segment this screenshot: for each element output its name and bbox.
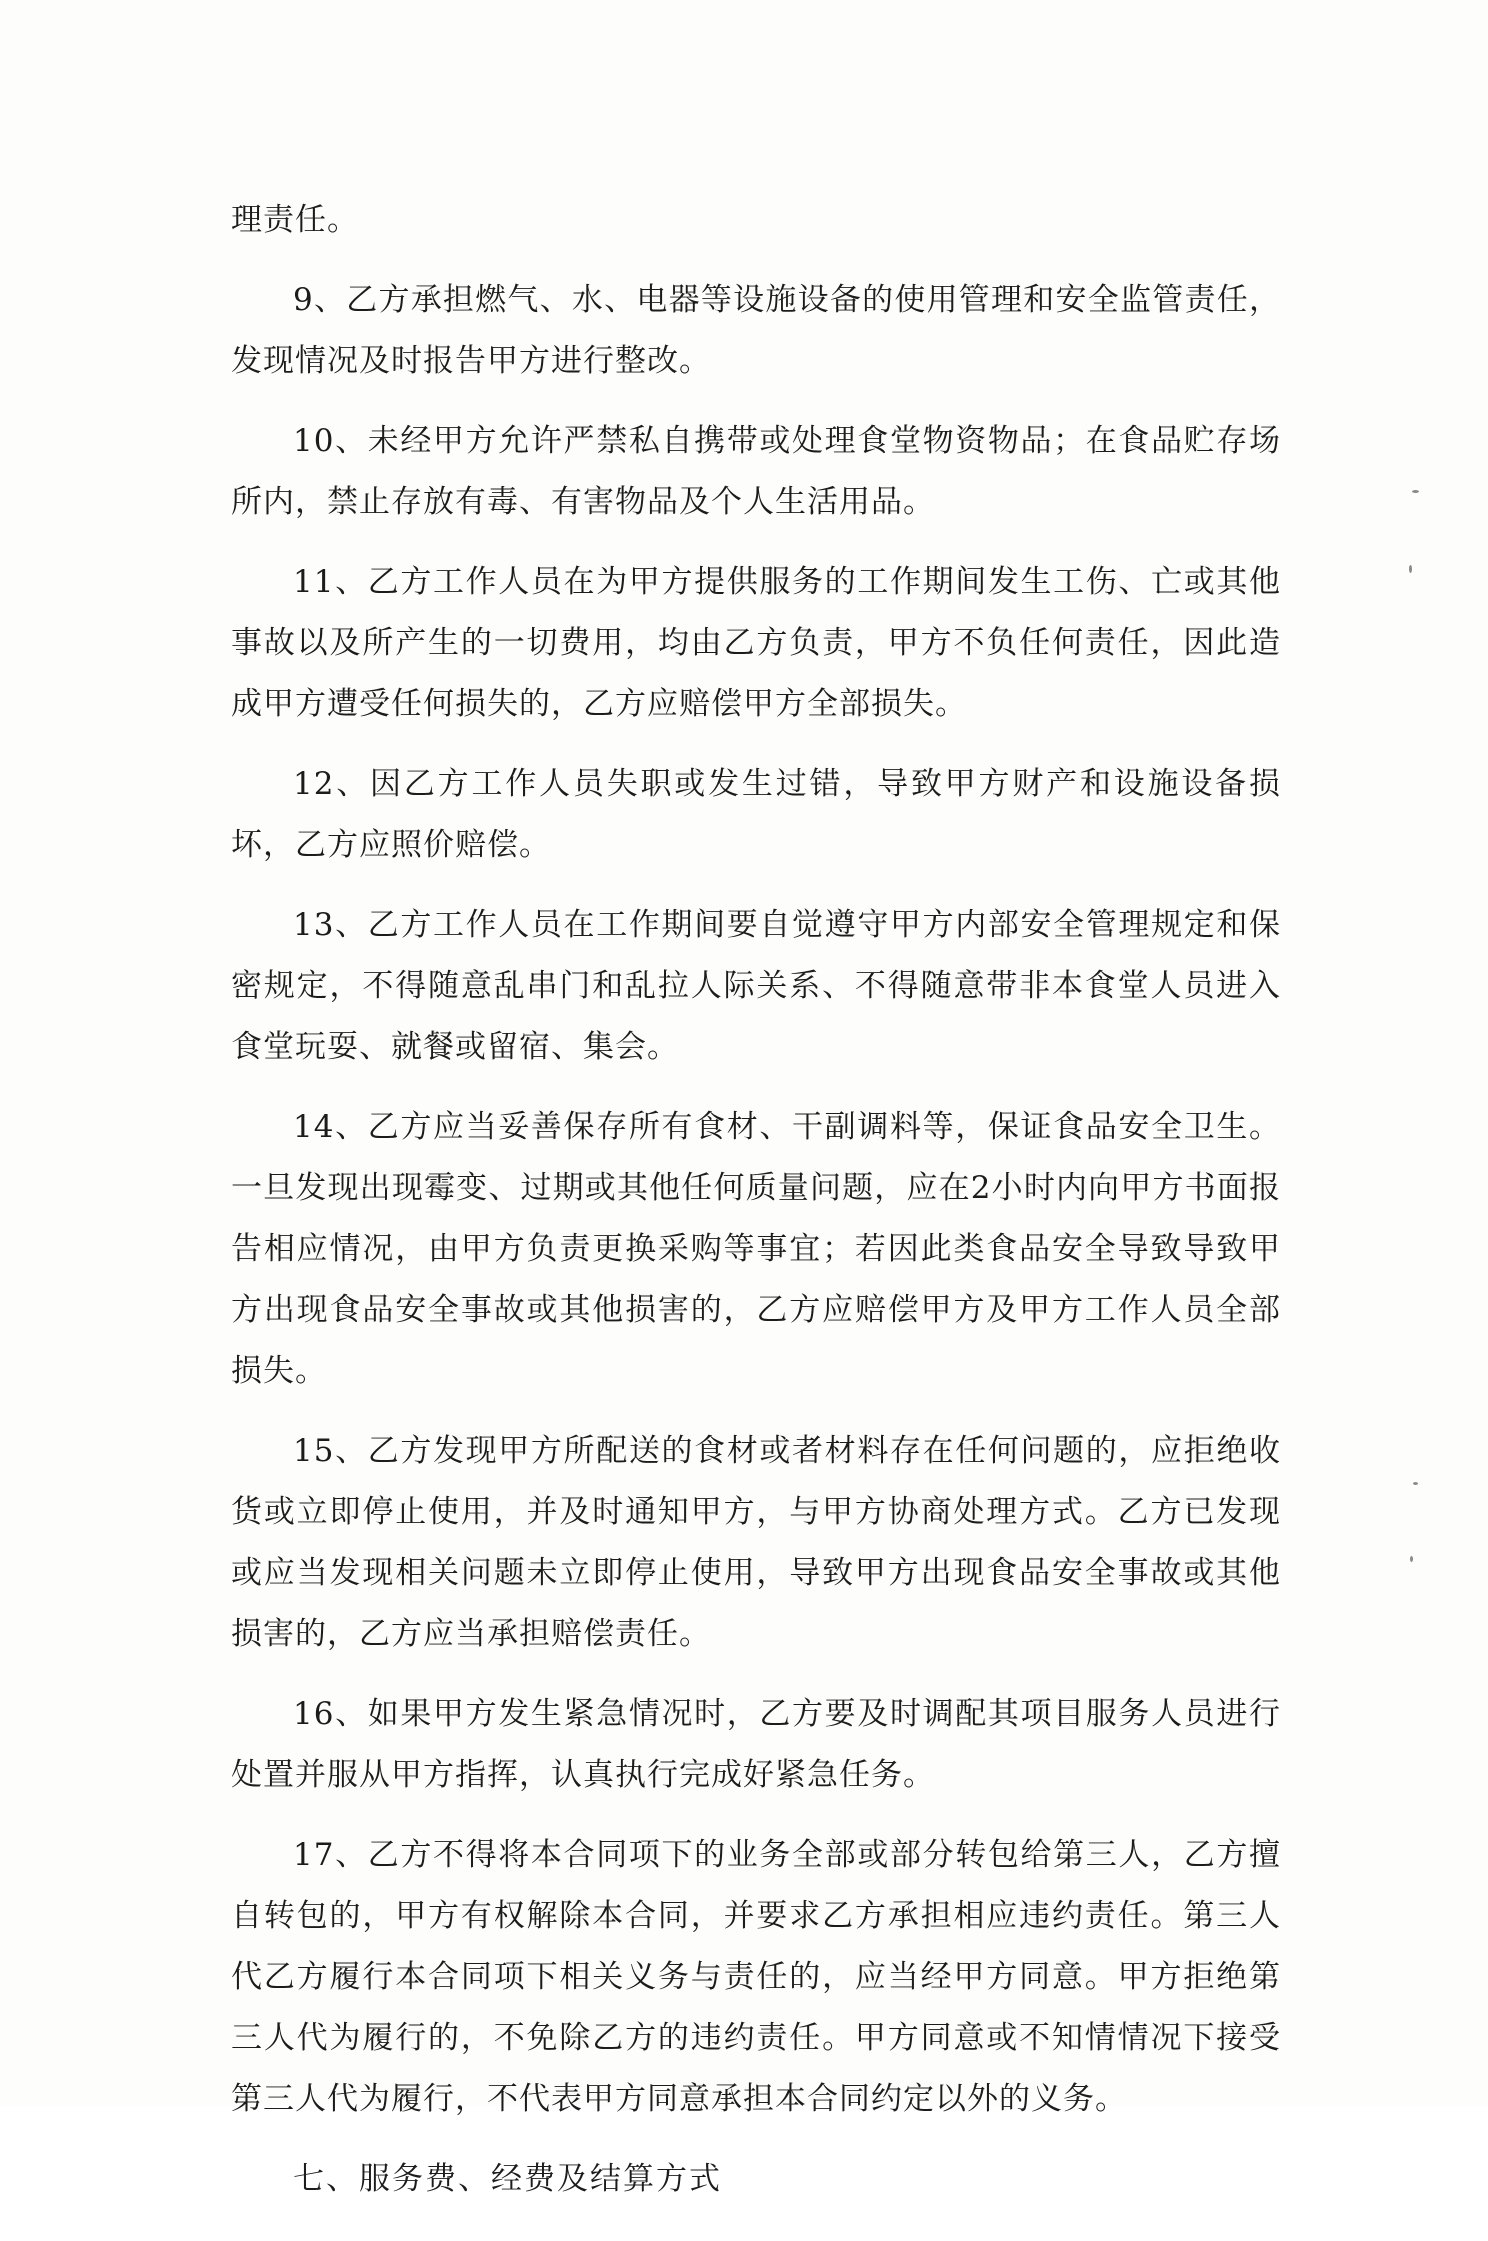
- clause-15: 15、乙方发现甲方所配送的食材或者材料存在任何问题的，应拒绝收货或立即停止使用，并及时通知甲方，与甲方协商处理方式。乙方已发现或应当发现相关问题未立即停止使用，导致甲方出现食品安全事故或其他损害的，乙方应当承担赔偿责任。: [231, 1433, 1281, 1652]
- clause-13: 13、乙方工作人员在工作期间要自觉遵守甲方内部安全管理规定和保密规定，不得随意乱串门和乱拉人际关系、不得随意带非本食堂人员进入食堂玩耍、就餐或留宿、集会。: [231, 907, 1281, 1065]
- clause-16: 16、如果甲方发生紧急情况时，乙方要及时调配其项目服务人员进行处置并服从甲方指挥，认真执行完成好紧急任务。: [231, 1696, 1281, 1793]
- scan-speck: [1409, 565, 1412, 573]
- scan-speck: [1412, 490, 1419, 493]
- paragraph-continuation: 理责任。: [231, 202, 359, 238]
- scan-speck: [1413, 1482, 1418, 1485]
- clause-10: 10、未经甲方允许严禁私自携带或处理食堂物资物品；在食品贮存场所内，禁止存放有毒、有害物品及个人生活用品。: [231, 423, 1281, 520]
- clause-12: 12、因乙方工作人员失职或发生过错，导致甲方财产和设施设备损坏，乙方应照价赔偿。: [231, 766, 1281, 863]
- scan-speck: [1410, 1556, 1413, 1562]
- clause-11: 11、乙方工作人员在为甲方提供服务的工作期间发生工伤、亡或其他事故以及所产生的一切费用，均由乙方负责，甲方不负任何责任，因此造成甲方遭受任何损失的，乙方应赔偿甲方全部损失。: [231, 564, 1281, 722]
- section-heading: 七、服务费、经费及结算方式: [293, 2161, 722, 2197]
- clause-17: 17、乙方不得将本合同项下的业务全部或部分转包给第三人，乙方擅自转包的，甲方有权解除本合同，并要求乙方承担相应违约责任。第三人代乙方履行本合同项下相关义务与责任的，应当经甲方同意。甲方拒绝第三人代为履行的，不免除乙方的违约责任。甲方同意或不知情情况下接受第三人代为履行，不代表甲方同意承担本合同约定以外的义务。: [231, 1837, 1281, 2117]
- document-body: [231, 190, 1281, 2241]
- clause-14: 14、乙方应当妥善保存所有食材、干副调料等，保证食品安全卫生。一旦发现出现霉变、过期或其他任何质量问题，应在2小时内向甲方书面报告相应情况，由甲方负责更换采购等事宜；若因此类食品安全导致导致甲方出现食品安全事故或其他损害的，乙方应赔偿甲方及甲方工作人员全部损失。: [231, 1109, 1281, 1389]
- clause-9: 9、乙方承担燃气、水、电器等设施设备的使用管理和安全监管责任，发现情况及时报告甲方进行整改。: [231, 282, 1281, 379]
